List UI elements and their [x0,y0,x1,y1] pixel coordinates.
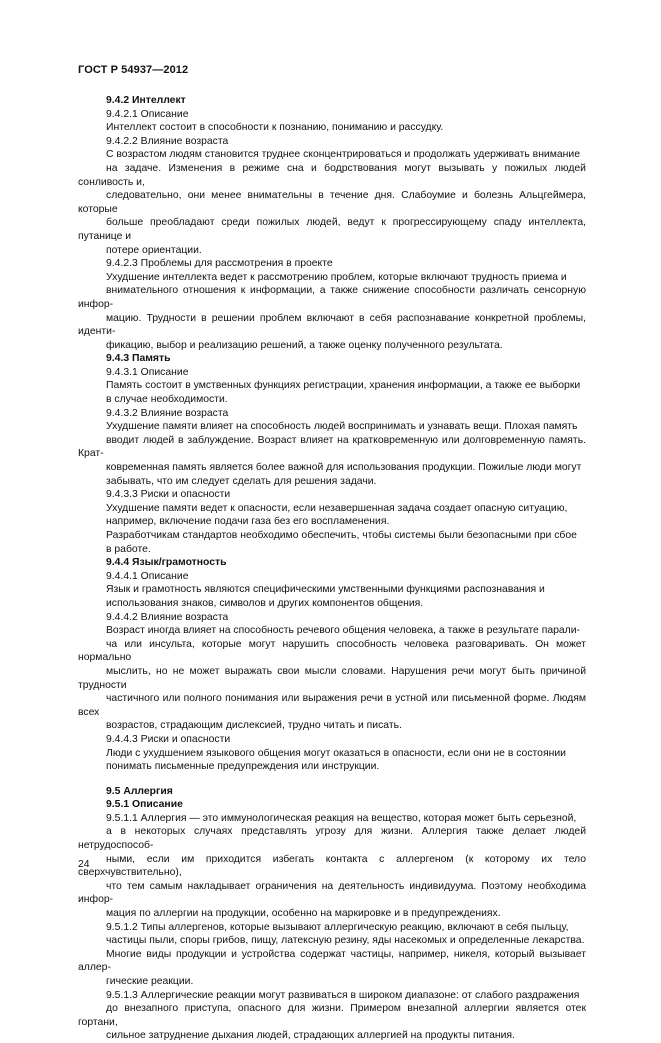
text-line: гические реакции. [106,976,194,987]
text-line: Многие виды продукции и устройства содержат частицы, например, никеля, который вызывает аллер- [78,948,586,974]
text-line: сильное затруднение дыхания людей, страдающих аллергией на продукты питания. [106,1030,515,1042]
text-line: понимать письменные предупреждения или инструкции. [106,761,380,773]
text-line: 9.4.3.2 Влияние возраста [106,407,229,419]
paragraph [78,989,586,1043]
paragraph [78,921,586,989]
subsection-line [78,121,586,135]
text-line: частичного или полного понимания или выражения речи в устной или письменной форме. Людям всех [78,693,586,718]
text-line: в случае необходимости. [106,394,228,406]
text-line: Люди с ухудшением языкового общения могут оказаться в опасности, если они не в состоянии [106,747,566,759]
text-line: ча или инсульта, которые могут нарушить способность человека разговаривать. Он может нормально [78,638,586,664]
text-line: вводит людей в заблуждение. Возраст влияет на кратковременную или долговременную память. Крат- [78,434,586,460]
text-line: например, включение подачи газа без его воспламенения. [106,516,390,528]
text-line: Ухудшение памяти ведет к опасности, если незавершенная задача создает опасную ситуацию, [106,502,568,514]
text-line: мыслить, но не может выражать свои мысли словами. Нарушения речи могут быть причиной трудности [78,665,586,691]
paragraph [78,624,586,733]
paragraph [78,420,586,488]
text-line: а в некоторых случаях представлять угрозу для жизни. Аллергия также делает людей нетрудоспособ- [78,826,586,852]
text-line: ковременная память является более важной для использования продукции. Пожилые люди могут [106,462,582,474]
text-line: потере ориентации. [106,244,202,256]
text-line: в работе. [106,543,151,555]
page-number: 24 [78,859,90,870]
subsection-line [78,611,586,625]
text-line: 9.4.2.1 Описание [106,108,189,120]
text-line: 9.4.4.2 Влияние возраста [106,611,229,623]
document-body [78,94,586,1043]
text-line: частицы пыли, споры грибов, пищу, латексную резину, яды насекомых и определенные лекарства. [106,935,585,947]
text-line: Разработчикам стандартов необходимо обеспечить, чтобы системы были безопасными при сбое [106,530,577,541]
text-line: забывать, что им следует сделать для решения задачи. [106,475,377,487]
text-line: Ухудшение памяти влияет на способность людей воспринимать и узнавать вещи. Плохая память [106,421,578,433]
text-line: мацию. Трудности в решении проблем включают в себя распознавание конкретной проблемы, иденти- [78,312,586,338]
text-line: больше преобладают среди пожилых людей, ведут к прогрессирующему спаду интеллекта, путанице и [78,217,586,242]
text-line: Интеллект состоит в способности к познанию, пониманию и рассудку. [106,122,444,134]
subsection-line [78,733,586,747]
text-line: Память состоит в умственных функциях регистрации, хранения информации, а также ее выборки [106,380,581,392]
text-line: мация по аллергии на продукции, особенно на маркировке и в предупреждениях. [106,908,501,920]
text-line: фикацию, выбор и реализацию решений, а также оценку полученного результата. [106,339,503,351]
subsection-line [78,488,586,502]
text-line: 9.4.2.2 Влияние возраста [106,135,229,147]
paragraph [78,747,586,774]
section-heading: 9.4.2 Интеллект [106,95,186,106]
text-line: до внезапного приступа, опасного для жизни. Примером внезапной аллергии является отек гортани, [78,1003,586,1028]
subsection-line [78,407,586,421]
text-line: 9.5.1.2 Типы аллергенов, которые вызывают аллергическую реакцию, включают в себя пыльцу, [106,921,569,933]
text-line: Возраст иногда влияет на способность речевого общения человека, а также в результате парали- [106,625,580,637]
section-heading: 9.4.4 Язык/грамотность [106,557,227,569]
section-heading: 9.5.1 Описание [106,799,183,811]
text-line: 9.4.3.3 Риски и опасности [106,489,231,501]
section-heading: 9.5 Аллергия [106,785,173,797]
text-line: следовательно, они менее внимательны в течение дня. Слабоумие и болезнь Альцгеймера, которые [78,190,586,215]
text-line: Ухудшение интеллекта ведет к рассмотрению проблем, которые включают трудность приема и [106,271,567,283]
text-line: на задаче. Изменения в режиме сна и бодрствования могут вызывать у пожилых людей сонливость и, [78,162,586,188]
paragraph [78,583,586,610]
document-header: ГОСТ Р 54937—2012 [78,64,189,76]
subsection-line [78,257,586,271]
text-line: ными, если им приходится избегать контакта с аллергеном (к которому их тело сверхчувствительно), [78,853,586,879]
subsection-line [78,108,586,122]
text-line: 9.5.1.1 Аллергия — это иммунологическая реакция на вещество, которая может быть серьезной, [106,812,577,824]
subsection-line [78,570,586,584]
subsection-line [78,135,586,149]
text-line: С возрастом людям становится труднее сконцентрироваться и продолжать удерживать внимание [106,149,580,161]
text-line: использования знаков, символов и других компонентов общения. [106,597,424,609]
text-line: Язык и грамотность являются специфическими умственными функциями распознавания и [106,584,545,596]
paragraph [78,271,586,353]
paragraph [78,148,586,257]
text-line: 9.4.4.3 Риски и опасности [106,733,231,745]
text-line: 9.5.1.3 Аллергические реакции могут развиваться в широком диапазоне: от слабого раздражения [106,989,580,1001]
paragraph [78,502,586,529]
text-line: 9.4.4.1 Описание [106,570,189,582]
text-line: внимательного отношения к информации, а также снижение способности различать сенсорную инфор- [78,285,586,310]
text-line: 9.4.3.1 Описание [106,366,189,378]
section-heading: 9.4.3 Память [106,353,171,365]
subsection-line [78,366,586,380]
paragraph [78,529,586,556]
text-line: 9.4.2.3 Проблемы для рассмотрения в проекте [106,258,333,270]
text-line: что тем самым накладывает ограничения на деятельность индивидуума. Поэтому необходима инфор- [78,880,586,906]
paragraph [78,812,586,921]
paragraph [78,379,586,406]
text-line: возрастов, страдающим дислексией, трудно читать и писать. [106,720,402,732]
